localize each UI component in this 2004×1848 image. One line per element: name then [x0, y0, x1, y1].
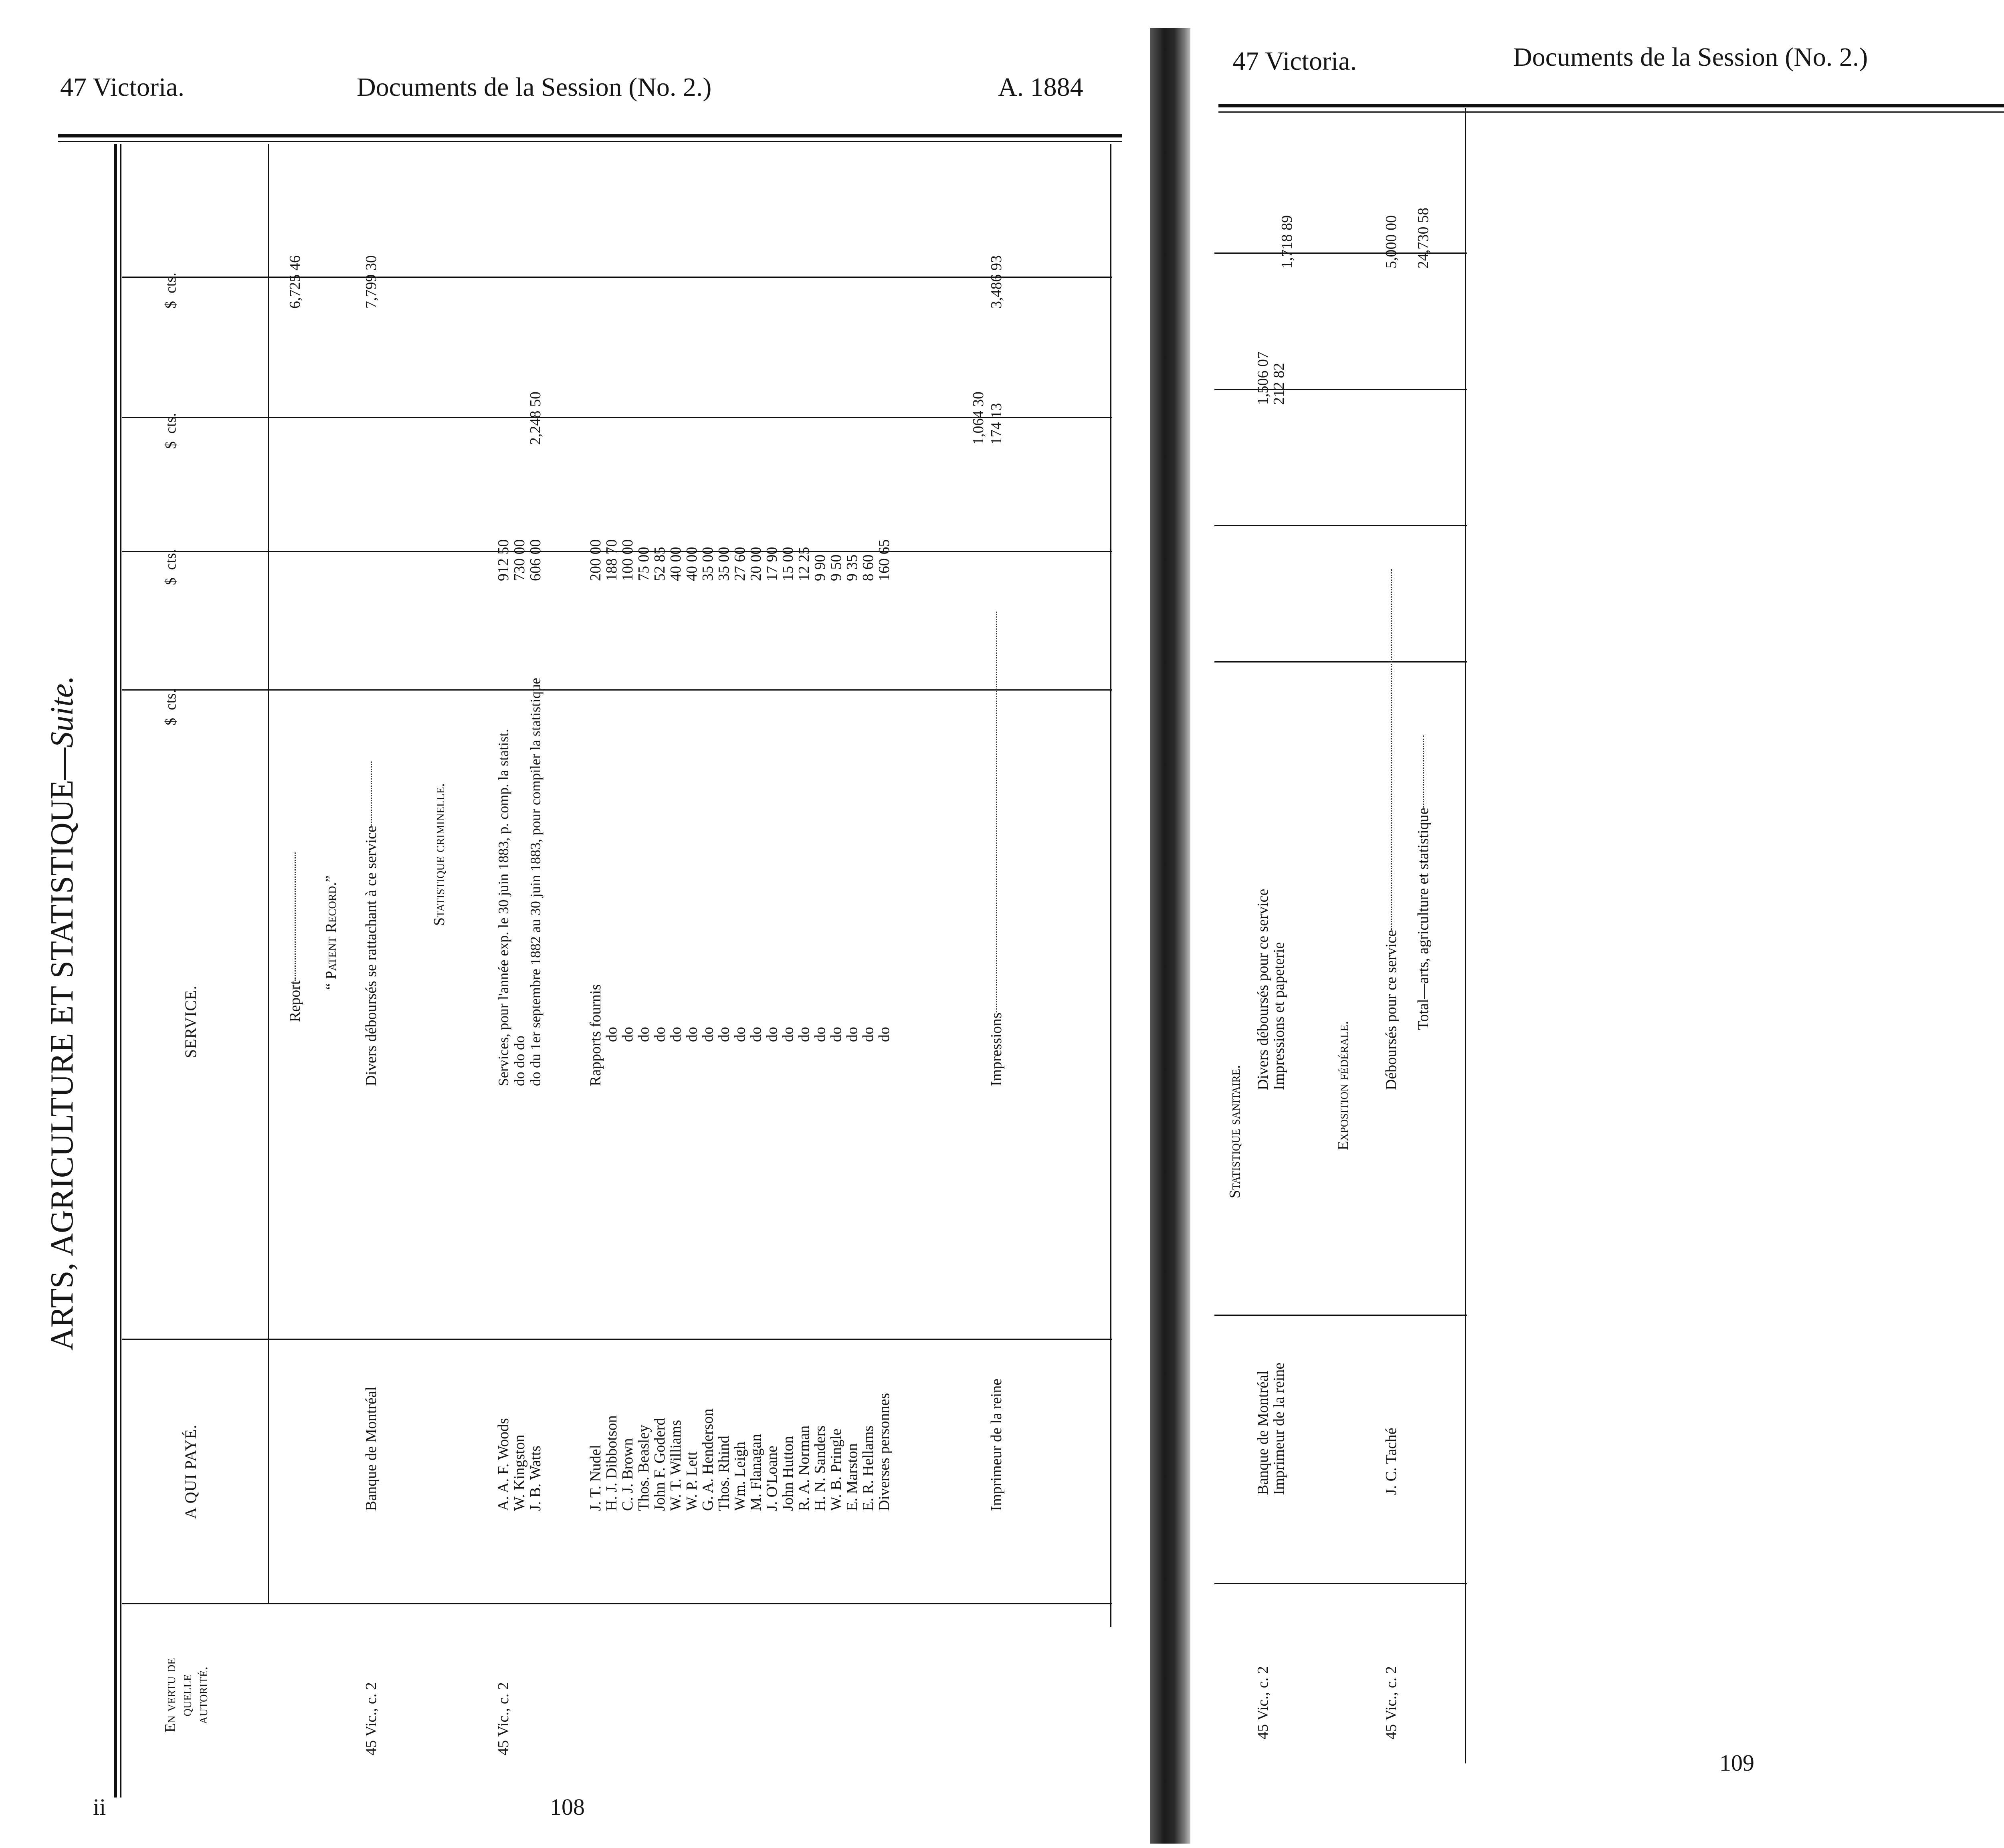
- report-do: do: [667, 1027, 684, 1042]
- m2-cts: cts.: [162, 549, 179, 570]
- report-payee: E. Marston: [844, 1443, 861, 1511]
- col-head-m3: [162, 413, 179, 449]
- report-payee: W. P. Lett: [683, 1451, 700, 1511]
- expo-payee: J. C. Taché: [1383, 1428, 1400, 1495]
- patent-amount: 7,799 30: [363, 255, 380, 309]
- service-amount: 912 50: [495, 539, 512, 581]
- report-amount: 40 00: [683, 547, 700, 581]
- report-payee: R. A. Norman: [796, 1425, 812, 1511]
- report-amount: 100 00: [619, 539, 636, 581]
- report-payee: Diverses personnes: [876, 1393, 893, 1511]
- report-do: do: [780, 1027, 796, 1042]
- expo-authority: 45 Vic., c. 2: [1383, 1666, 1400, 1739]
- m3-dollar: $: [162, 441, 179, 449]
- reports-label: Rapports fournis: [587, 984, 604, 1086]
- left-page-number: 108: [550, 1794, 585, 1820]
- service-amount: 730 00: [511, 539, 528, 581]
- sanitary-amount: 1,506 07: [1255, 351, 1271, 405]
- col-head-m2: [162, 549, 179, 585]
- left-table: [122, 144, 1112, 1791]
- authority-head-3: autorité.: [194, 1666, 211, 1724]
- report-do: do: [731, 1027, 748, 1042]
- criminal-authority: 45 Vic., c. 2: [495, 1682, 512, 1755]
- service-payee: J. B. Watts: [527, 1445, 544, 1511]
- left-footer-left: ii: [93, 1794, 106, 1820]
- service-desc: do do do: [511, 1036, 527, 1086]
- impressions-amount: 174 13: [988, 403, 1005, 445]
- report-payee: E. R. Hellams: [860, 1425, 877, 1511]
- report-payee: Thos. Rhind: [715, 1436, 732, 1511]
- expo-service: [1383, 569, 1400, 1090]
- sanitary-service: Impressions et papeterie: [1271, 942, 1287, 1090]
- criminal-services-total: 2,248 50: [527, 392, 544, 445]
- report-payee: G. A. Henderson: [699, 1408, 716, 1511]
- report-do: do: [828, 1027, 844, 1042]
- report-amount: 52 85: [651, 547, 668, 581]
- m1-dollar: $: [162, 718, 179, 725]
- patent-service-label: Divers déboursés se rattachant à ce service: [363, 826, 380, 1086]
- sanitary-stats-heading: Statistique sanitaire.: [1226, 1065, 1243, 1198]
- binding-gutter: [1150, 28, 1190, 1844]
- report-label: Report: [287, 980, 303, 1022]
- impressions-payee: Imprimeur de la reine: [988, 1378, 1005, 1511]
- report-do: do: [747, 1027, 764, 1042]
- report-amount: 6,725 46: [287, 255, 303, 309]
- left-page-title: [44, 676, 81, 1351]
- report-do: do: [651, 1027, 668, 1042]
- report-payee: M. Flanagan: [747, 1434, 764, 1511]
- report-payee: W. T. Williams: [667, 1420, 684, 1511]
- report-do: do: [603, 1027, 620, 1042]
- service-amount: 606 00: [527, 539, 544, 581]
- report-do: do: [844, 1027, 861, 1042]
- report-do: do: [876, 1027, 893, 1042]
- patent-authority: 45 Vic., c. 2: [363, 1682, 380, 1755]
- report-do: do: [715, 1027, 732, 1042]
- right-table: [1214, 108, 1467, 1775]
- federal-expo-heading: Exposition fédérale.: [1335, 1021, 1351, 1150]
- left-header-rule-thin: [58, 141, 1122, 142]
- service-payee: A. A. F. Woods: [495, 1418, 512, 1511]
- report-payee: Wm. Leigh: [731, 1441, 748, 1511]
- grand-total-amount: 24,730 58: [1415, 208, 1432, 269]
- authority-head-1: En vertu de: [162, 1658, 179, 1733]
- right-header-left: 47 Victoria.: [1232, 46, 1357, 76]
- title-main: ARTS, AGRICULTURE ET STATISTIQUE—: [44, 747, 80, 1351]
- reports-total: 1,064 30: [970, 392, 987, 445]
- m3-cts: cts.: [162, 413, 179, 434]
- report-payee: John Hutton: [780, 1436, 796, 1511]
- report-amount: 17 90: [764, 547, 780, 581]
- table-left-border: [114, 144, 117, 1798]
- report-amount: 40 00: [667, 547, 684, 581]
- report-amount: 27 60: [731, 547, 748, 581]
- report-amount: 160 65: [876, 539, 893, 581]
- report-payee: J. O'Loane: [764, 1445, 780, 1511]
- report-do: do: [812, 1027, 828, 1042]
- report-do: do: [699, 1027, 716, 1042]
- grand-total-label: Total—arts, agriculture et statistique: [1415, 808, 1432, 1030]
- report-amount: 35 00: [715, 547, 732, 581]
- impressions-label: Impressions: [988, 1012, 1005, 1086]
- report-amount: 8 60: [860, 554, 877, 581]
- report-amount: 75 00: [635, 547, 652, 581]
- report-payee: John F. Goderd: [651, 1418, 668, 1511]
- report-row: [287, 852, 303, 1022]
- m2-dollar: $: [162, 578, 179, 585]
- criminal-stats-heading: Statistique criminelle.: [431, 783, 448, 926]
- title-suffix: Suite.: [44, 675, 80, 748]
- impressions-service: [988, 612, 1005, 1086]
- authority-head-2: quelle: [178, 1674, 195, 1717]
- report-do: do: [860, 1027, 877, 1042]
- service-desc: do du 1er septembre 1882 au 30 juin 1883, pour compiler la statistique: [527, 678, 543, 1086]
- right-page-number: 109: [1719, 1750, 1754, 1776]
- grand-total-row: [1415, 735, 1432, 1030]
- patent-record-heading: “ Patent Record.”: [323, 875, 339, 990]
- left-header-rule: [58, 134, 1122, 137]
- col-head-service: SERVICE.: [182, 985, 200, 1058]
- report-payee: W. B. Pringle: [828, 1428, 844, 1511]
- report-payee: C. J. Brown: [619, 1438, 636, 1511]
- left-header-center: Documents de la Session (No. 2.): [357, 73, 712, 102]
- expo-service-label: Déboursés pour ce service: [1383, 930, 1400, 1090]
- m4-cts: cts.: [162, 273, 179, 293]
- patent-service: [363, 761, 380, 1086]
- report-do: do: [635, 1027, 652, 1042]
- report-do: do: [619, 1027, 636, 1042]
- left-header-right: A. 1884: [998, 73, 1083, 102]
- report-amount: 188 70: [603, 539, 620, 581]
- col-head-payee: A QUI PAYÉ.: [182, 1424, 200, 1519]
- report-payee: J. T. Nudel: [587, 1444, 604, 1511]
- service-desc: Services, pour l'année exp. le 30 juin 1883, p. comp. la statist.: [495, 729, 511, 1086]
- right-header-rule: [1218, 104, 2004, 107]
- report-amount: 15 00: [780, 547, 796, 581]
- col-head-m4: [162, 273, 179, 309]
- left-header-left: 47 Victoria.: [60, 73, 185, 102]
- report-amount: 9 35: [844, 554, 861, 581]
- report-amount: 12 25: [796, 547, 812, 581]
- sanitary-amount: 212 82: [1271, 363, 1287, 405]
- service-payee: W. Kingston: [511, 1434, 528, 1511]
- report-amount: 200 00: [587, 539, 604, 581]
- patent-payee: Banque de Montréal: [363, 1386, 380, 1511]
- report-amount: 20 00: [747, 547, 764, 581]
- m4-dollar: $: [162, 301, 179, 309]
- sanitary-service: Divers déboursés pour ce service: [1255, 889, 1271, 1090]
- sanitary-authority: 45 Vic., c. 2: [1255, 1666, 1271, 1739]
- report-do: do: [683, 1027, 700, 1042]
- m1-cts: cts.: [162, 689, 179, 710]
- report-amount: 9 50: [828, 554, 844, 581]
- report-do: do: [764, 1027, 780, 1042]
- table-left-border-thin: [120, 144, 121, 1798]
- report-do: do: [796, 1027, 812, 1042]
- sanitary-payee: Imprimeur de la reine: [1271, 1362, 1287, 1495]
- report-payee: H. N. Sanders: [812, 1425, 828, 1511]
- col-head-m1: [162, 689, 179, 725]
- report-payee: Thos. Beasley: [635, 1424, 652, 1511]
- report-payee: H. J. Dibbotson: [603, 1415, 620, 1511]
- expo-amount: 5,000 00: [1383, 215, 1400, 269]
- col-head-authority: [162, 1615, 210, 1775]
- criminal-section-total: 3,486 93: [988, 255, 1005, 309]
- report-amount: 9 90: [812, 554, 828, 581]
- report-amount: 35 00: [699, 547, 716, 581]
- right-header-center: Documents de la Session (No. 2.): [1513, 42, 1868, 72]
- sanitary-payee: Banque de Montréal: [1255, 1370, 1271, 1495]
- sanitary-total: 1,718 89: [1279, 215, 1295, 269]
